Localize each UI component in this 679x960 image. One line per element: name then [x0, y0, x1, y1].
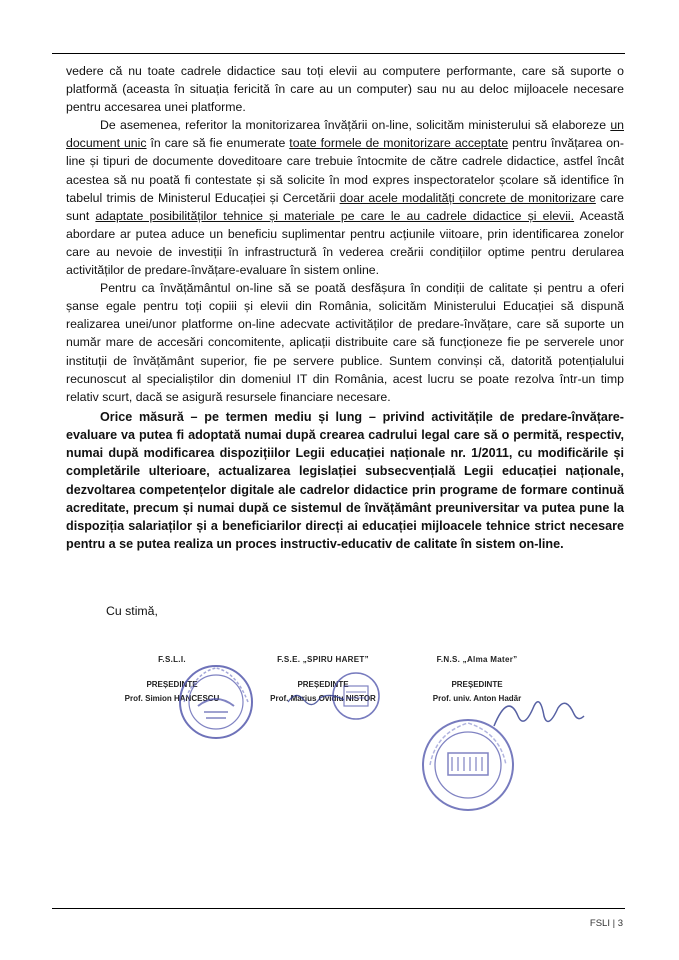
signature-name: Prof. Marius Ovidiu NISTOR — [270, 694, 376, 703]
p2-underline-4: adaptate posibilităților tehnice și materiale pe care le au cadrele didactice și elevii. — [95, 208, 575, 223]
signature-role: PREȘEDINTE — [297, 680, 349, 689]
p2-underline-3: doar acele modalități concrete de monitorizare — [339, 190, 596, 205]
signature-org: F.N.S. „Alma Mater” — [436, 655, 518, 664]
p2-text-c: pentru învățarea on-line și tipuri de documente doveditoare care trebuie întocmite de către cadrele didactice, astfel încât acestea să nu poată fi contestate și să solicite în mod expres inspectoratelor școlare să identifice în tabelul trimis de Ministerul Educației și Cercetării — [66, 136, 624, 205]
signature-name: Prof. Simion HANCESCU — [124, 694, 220, 703]
signature-role: PREȘEDINTE — [146, 680, 198, 689]
signature-role: PREȘEDINTE — [451, 680, 503, 689]
p2-text-d: care sunt — [66, 190, 625, 223]
fns-signature-icon — [488, 686, 588, 736]
closing-salutation: Cu stimă, — [106, 604, 158, 618]
p2-text-b: în care să fie enumerate — [146, 136, 290, 151]
fsli-stamp-icon — [176, 662, 256, 742]
footer-rule — [52, 908, 625, 909]
letter-body — [66, 62, 624, 553]
paragraph-4: Orice măsură – pe termen mediu și lung – privind activitățile de predare-învățare-evaluare va putea fi adoptată numai după crearea cadrului legal care să o permită, respectiv, numai după modificarea dispozițiilor Legii educației naționale nr. 1/2011, cu modificările și completările ulterioare, actualizarea legislației subsecvențială Legii educației naționale, dezvoltarea competențelor digitale ale cadrelor didactice prin programe de formare continuă acreditate, precum și numai după ce sistemul de învățământ preuniversitar va putea pune la dispoziția salariaților și a beneficiarilor direcți ai educației mijloacele tehnice strict necesare pentru a se putea realiza un proces instructiv-educativ de calitate în sistem on-line. — [66, 409, 624, 552]
fse-signature-icon — [286, 688, 346, 708]
page-footer: FSLI | 3 — [589, 918, 623, 929]
p2-text-a: De asemenea, referitor la monitorizarea învățării on-line, solicităm ministerului să elaboreze — [100, 118, 611, 133]
signature-org: F.S.L.I. — [158, 655, 186, 664]
paragraph-2 — [66, 116, 624, 279]
p2-underline-2: toate formele de monitorizare acceptate — [289, 136, 509, 151]
p2-underline-1: un document unic — [66, 118, 624, 151]
p2-text-e: Această abordare ar putea aduce un beneficiu suplimentar pentru acțiunile viitoare, prin identificarea zonelor care au nevoie de investiții în infrastructură în vederea creării condițiilor optime pentru derularea activităților de predare-învățare-evaluare în sistem online. — [66, 208, 624, 278]
paragraph-3: Pentru ca învățământul on-line să se poată desfășura în condiții de calitate și pentru a oferi șanse egale pentru toți copiii și elevii din România, solicităm Ministerului Educației să dispună realizarea unei/unor platforme on-line adecvate activităților de predare-învățare, care să suporte un număr mare de accesări concomitente, aplicații distribuite care să funcționeze fie pe serverele unor instituții de învățământ superior, fie pe servere publice. Suntem convinși că, datorită potențialului recunoscut al specialiștilor din domeniul IT din România, acest lucru se poate rezolva într-un timp relativ scurt, dacă se asigură resursele financiare necesare. — [66, 281, 624, 404]
header-rule — [52, 53, 625, 54]
signature-name: Prof. univ. Anton Hadăr — [432, 694, 522, 703]
paragraph-1: vedere că nu toate cadrele didactice sau toți elevii au computere performante, care să suporte o platformă (aceasta în situația fericită în care au un computer) sau nu au deloc mijloacele necesare pentru accesarea unei platforme. — [66, 64, 624, 115]
signature-org: F.S.E. „SPIRU HARET” — [277, 655, 369, 664]
